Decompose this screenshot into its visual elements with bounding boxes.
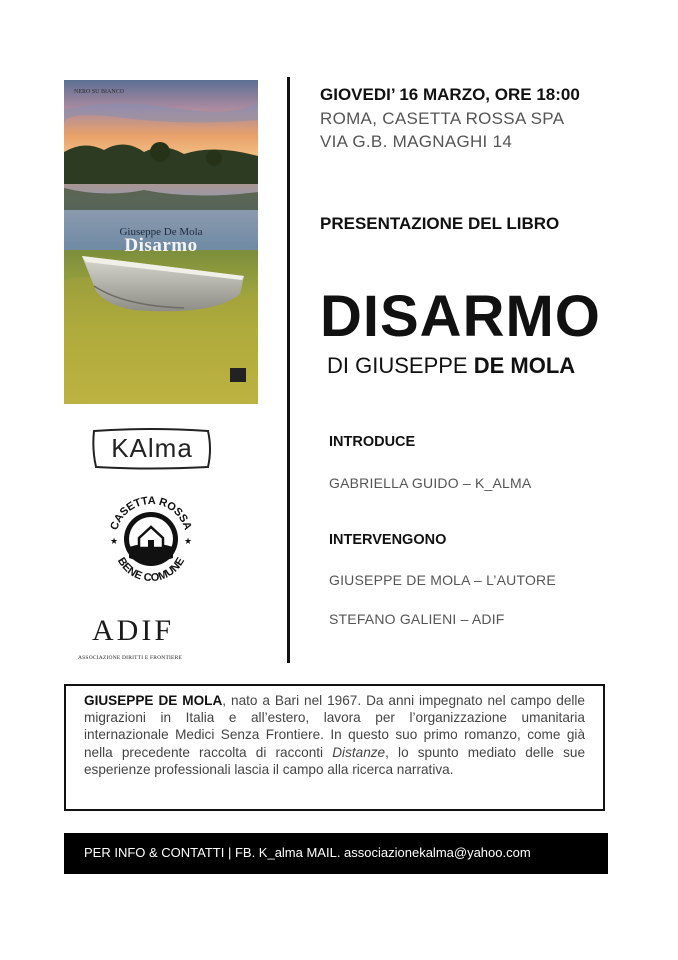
- book-cover: [64, 80, 258, 404]
- bio-italic-title: Distanze: [332, 744, 386, 760]
- intervengono-heading: INTERVENGONO: [329, 532, 447, 548]
- star-icon: ★: [184, 536, 193, 546]
- introduce-heading: INTRODUCE: [329, 434, 416, 450]
- event-place: ROMA, CASETTA ROSSA SPA: [320, 109, 565, 128]
- casetta-logo-bottom-text: BENE COMUNE: [115, 555, 187, 585]
- kalma-logo-text: KAlma: [111, 433, 193, 463]
- intervengono-speaker: STEFANO GALIENI – ADIF: [329, 611, 505, 627]
- cover-title: Disarmo: [124, 235, 198, 256]
- star-icon: ★: [110, 536, 119, 546]
- event-address: VIA G.B. MAGNAGHI 14: [320, 132, 513, 151]
- casetta-logo-top-text: CASETTA ROSSA: [108, 494, 194, 532]
- byline-name: DE MOLA: [473, 353, 576, 378]
- casetta-rossa-logo: [104, 492, 198, 586]
- byline-prefix: DI GIUSEPPE: [327, 353, 474, 378]
- cover-publisher: NERO SU BIANCO: [74, 89, 125, 95]
- adif-logo-text: ADIF: [92, 614, 175, 647]
- adif-logo: [70, 610, 220, 664]
- presentation-heading: PRESENTAZIONE DEL LIBRO: [320, 214, 560, 233]
- author-bio-text: [84, 692, 585, 778]
- bio-text-part: , lo spunto mediato delle sue esperienze professionali lascia il campo alla ricerca narrativa.: [84, 744, 586, 777]
- book-byline: [327, 353, 575, 379]
- bio-text-part: , nato a Bari nel 1967. Da anni impegnato nel campo delle migrazioni in Italia e all’estero, lavora per l’organizzazione umanitaria internazionale Medici Senza Frontiere. In questo suo primo romanzo, come già nella precedente raccolta di racconti: [84, 693, 585, 760]
- introduce-speaker: GABRIELLA GUIDO – K_ALMA: [329, 475, 532, 491]
- casetta-rossa-emblem: [104, 492, 198, 586]
- intervengono-speaker: GIUSEPPE DE MOLA – L’AUTORE: [329, 572, 556, 588]
- event-date: GIOVEDI’ 16 MARZO, ORE 18:00: [320, 85, 580, 104]
- author-bio-box: [64, 684, 605, 811]
- cover-author: Giuseppe De Mola: [119, 226, 203, 238]
- contact-footer: [64, 833, 608, 874]
- bio-author-name: GIUSEPPE DE MOLA: [84, 693, 223, 708]
- contact-footer-text: PER INFO & CONTATTI | FB. K_alma MAIL. associazionekalma@yahoo.com: [84, 845, 531, 860]
- kalma-logo-frame: [90, 425, 214, 471]
- adif-logo-subtitle: ASSOCIAZIONE DIRITTI E FRONTIERE: [78, 655, 183, 661]
- kalma-logo: [90, 425, 214, 471]
- book-title: DISARMO: [320, 284, 601, 349]
- vertical-divider: [287, 77, 290, 663]
